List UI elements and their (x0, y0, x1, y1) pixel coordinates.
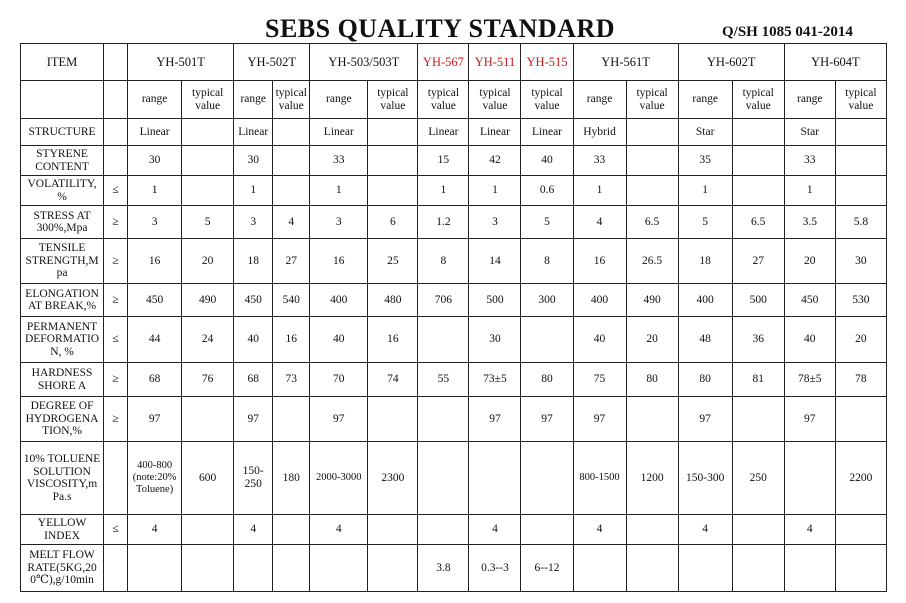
value-cell (368, 176, 418, 206)
value-cell (418, 317, 469, 363)
value-cell: 1 (784, 176, 835, 206)
item-label: VOLATILITY, % (21, 176, 104, 206)
value-cell (732, 515, 784, 545)
standard-code: Q/SH 1085 041-2014 (722, 24, 853, 40)
value-cell: 36 (732, 317, 784, 363)
value-cell: 55 (418, 363, 469, 397)
value-cell: 300 (521, 284, 573, 317)
value-cell (182, 176, 234, 206)
value-cell: 20 (784, 239, 835, 284)
value-cell: Linear (521, 119, 573, 146)
value-cell: 4 (573, 206, 626, 239)
value-cell: 44 (128, 317, 182, 363)
value-cell: 16 (310, 239, 368, 284)
value-cell: 6--12 (521, 545, 573, 592)
table-row (21, 119, 887, 146)
value-cell (469, 442, 521, 515)
value-cell: 25 (368, 239, 418, 284)
value-cell (368, 397, 418, 442)
value-cell: 73±5 (469, 363, 521, 397)
table-row (21, 515, 887, 545)
value-cell (418, 397, 469, 442)
value-cell: 2000-3000 (310, 442, 368, 515)
value-cell: Linear (234, 119, 273, 146)
value-cell: Linear (128, 119, 182, 146)
value-cell: 500 (732, 284, 784, 317)
value-cell: 42 (469, 146, 521, 176)
value-cell: 20 (626, 317, 678, 363)
typical-subheader: typical value (732, 81, 784, 119)
value-cell: 5.8 (835, 206, 886, 239)
item-label: STYRENE CONTENT (21, 146, 104, 176)
value-cell (626, 515, 678, 545)
item-header: ITEM (21, 44, 104, 81)
table-row (21, 206, 887, 239)
value-cell: 450 (784, 284, 835, 317)
table-row (21, 176, 887, 206)
value-cell: 18 (234, 239, 273, 284)
table-row (21, 545, 887, 592)
value-cell: 2300 (368, 442, 418, 515)
page-title: SEBS QUALITY STANDARD (264, 14, 616, 43)
typical-subheader: typical value (521, 81, 573, 119)
value-cell: 40 (573, 317, 626, 363)
value-cell (182, 146, 234, 176)
item-label: TENSILE STRENGTH,M pa (21, 239, 104, 284)
value-cell: Star (678, 119, 732, 146)
typical-subheader: typical value (368, 81, 418, 119)
value-cell: 97 (521, 397, 573, 442)
value-cell: 97 (784, 397, 835, 442)
value-cell (273, 176, 310, 206)
typical-subheader: typical value (469, 81, 521, 119)
value-cell (182, 545, 234, 592)
value-cell: 27 (273, 239, 310, 284)
value-cell: 250 (732, 442, 784, 515)
value-cell: 78±5 (784, 363, 835, 397)
value-cell (368, 545, 418, 592)
value-cell: 68 (234, 363, 273, 397)
value-cell: 8 (418, 239, 469, 284)
table-row (21, 146, 887, 176)
value-cell: 78 (835, 363, 886, 397)
value-cell (835, 119, 886, 146)
value-cell: 18 (678, 239, 732, 284)
value-cell: 73 (273, 363, 310, 397)
value-cell (626, 176, 678, 206)
range-subheader: range (310, 81, 368, 119)
comparison-sign: ≥ (104, 206, 128, 239)
product-header: YH-604T (784, 44, 886, 81)
quality-table (20, 43, 887, 592)
value-cell: 16 (368, 317, 418, 363)
value-cell: 30 (234, 146, 273, 176)
value-cell: 24 (182, 317, 234, 363)
value-cell: 75 (573, 363, 626, 397)
value-cell (678, 545, 732, 592)
value-cell: 33 (310, 146, 368, 176)
value-cell: 68 (128, 363, 182, 397)
value-cell (626, 397, 678, 442)
item-label: YELLOW INDEX (21, 515, 104, 545)
value-cell (273, 397, 310, 442)
range-subheader: range (678, 81, 732, 119)
value-cell: Star (784, 119, 835, 146)
value-cell (732, 119, 784, 146)
value-cell: 30 (469, 317, 521, 363)
typical-subheader: typical value (182, 81, 234, 119)
value-cell: 6.5 (626, 206, 678, 239)
value-cell: 16 (128, 239, 182, 284)
value-cell: 76 (182, 363, 234, 397)
comparison-sign: ≤ (104, 176, 128, 206)
value-cell: 1 (234, 176, 273, 206)
product-header: YH-602T (678, 44, 784, 81)
value-cell: 530 (835, 284, 886, 317)
typical-subheader: typical value (418, 81, 469, 119)
value-cell: 2200 (835, 442, 886, 515)
value-cell: 4 (273, 206, 310, 239)
value-cell (732, 545, 784, 592)
value-cell: 1200 (626, 442, 678, 515)
value-cell: 180 (273, 442, 310, 515)
blank-cell (21, 81, 104, 119)
product-header: YH-503/503T (310, 44, 418, 81)
value-cell (732, 397, 784, 442)
value-cell: 150-250 (234, 442, 273, 515)
value-cell: 150-300 (678, 442, 732, 515)
value-cell: 40 (784, 317, 835, 363)
value-cell: 30 (835, 239, 886, 284)
value-cell (234, 545, 273, 592)
value-cell: 1 (469, 176, 521, 206)
value-cell (835, 397, 886, 442)
sign-header (104, 44, 128, 81)
value-cell (784, 545, 835, 592)
value-cell: 450 (234, 284, 273, 317)
value-cell: 81 (732, 363, 784, 397)
value-cell: 490 (182, 284, 234, 317)
value-cell: 97 (678, 397, 732, 442)
comparison-sign: ≥ (104, 284, 128, 317)
value-cell (182, 397, 234, 442)
product-header: YH-561T (573, 44, 678, 81)
header-row-products (21, 44, 887, 81)
value-cell (626, 119, 678, 146)
table-row (21, 397, 887, 442)
value-cell (368, 119, 418, 146)
value-cell: 0.3--3 (469, 545, 521, 592)
value-cell: 6.5 (732, 206, 784, 239)
value-cell: 30 (128, 146, 182, 176)
value-cell (182, 119, 234, 146)
value-cell: 706 (418, 284, 469, 317)
typical-subheader: typical value (835, 81, 886, 119)
value-cell (418, 442, 469, 515)
value-cell: 3 (128, 206, 182, 239)
comparison-sign: ≤ (104, 515, 128, 545)
value-cell: 800-1500 (573, 442, 626, 515)
value-cell (368, 515, 418, 545)
product-header: YH-502T (234, 44, 310, 81)
item-label: ELONGATION AT BREAK,% (21, 284, 104, 317)
value-cell: Linear (310, 119, 368, 146)
value-cell: 4 (784, 515, 835, 545)
value-cell (521, 317, 573, 363)
item-label: STRESS AT 300%,Mpa (21, 206, 104, 239)
value-cell: 1 (573, 176, 626, 206)
value-cell (521, 442, 573, 515)
value-cell: 4 (234, 515, 273, 545)
range-subheader: range (573, 81, 626, 119)
value-cell (273, 119, 310, 146)
value-cell (784, 442, 835, 515)
value-cell: 4 (573, 515, 626, 545)
value-cell (418, 515, 469, 545)
value-cell: 450 (128, 284, 182, 317)
value-cell (521, 515, 573, 545)
value-cell: 70 (310, 363, 368, 397)
item-label: PERMANENT DEFORMATIO N, % (21, 317, 104, 363)
value-cell: 1 (678, 176, 732, 206)
header-row-subheaders (21, 81, 887, 119)
value-cell: 4 (678, 515, 732, 545)
value-cell (732, 176, 784, 206)
value-cell: 16 (273, 317, 310, 363)
value-cell: 3 (310, 206, 368, 239)
comparison-sign: ≤ (104, 317, 128, 363)
value-cell: 4 (128, 515, 182, 545)
value-cell (835, 146, 886, 176)
value-cell: 74 (368, 363, 418, 397)
value-cell (182, 515, 234, 545)
value-cell: 5 (678, 206, 732, 239)
value-cell: Hybrid (573, 119, 626, 146)
value-cell (273, 515, 310, 545)
item-label: HARDNESS SHORE A (21, 363, 104, 397)
table-row (21, 284, 887, 317)
value-cell (835, 515, 886, 545)
comparison-sign: ≥ (104, 239, 128, 284)
value-cell: 4 (469, 515, 521, 545)
value-cell: 3.8 (418, 545, 469, 592)
typical-subheader: typical value (273, 81, 310, 119)
value-cell: 80 (626, 363, 678, 397)
item-label: DEGREE OF HYDROGENA TION,% (21, 397, 104, 442)
range-subheader: range (234, 81, 273, 119)
table-row (21, 363, 887, 397)
value-cell: 0.6 (521, 176, 573, 206)
value-cell: 540 (273, 284, 310, 317)
value-cell: 400 (310, 284, 368, 317)
value-cell (835, 545, 886, 592)
range-subheader: range (784, 81, 835, 119)
comparison-sign: ≥ (104, 363, 128, 397)
value-cell: 48 (678, 317, 732, 363)
value-cell: 15 (418, 146, 469, 176)
value-cell: 40 (521, 146, 573, 176)
value-cell (626, 545, 678, 592)
value-cell: 1 (128, 176, 182, 206)
value-cell: 33 (573, 146, 626, 176)
comparison-sign (104, 545, 128, 592)
value-cell: 3 (469, 206, 521, 239)
product-header: YH-511 (469, 44, 521, 81)
value-cell (273, 146, 310, 176)
value-cell: 97 (310, 397, 368, 442)
value-cell: 480 (368, 284, 418, 317)
value-cell: 20 (182, 239, 234, 284)
value-cell: 97 (128, 397, 182, 442)
value-cell: 8 (521, 239, 573, 284)
comparison-sign: ≥ (104, 397, 128, 442)
value-cell: 97 (469, 397, 521, 442)
value-cell: 1 (310, 176, 368, 206)
value-cell: 1.2 (418, 206, 469, 239)
product-header: YH-567 (418, 44, 469, 81)
value-cell: 33 (784, 146, 835, 176)
value-cell: 80 (521, 363, 573, 397)
comparison-sign (104, 146, 128, 176)
table-row (21, 239, 887, 284)
comparison-sign (104, 119, 128, 146)
value-cell: 97 (573, 397, 626, 442)
value-cell: 600 (182, 442, 234, 515)
value-cell: 97 (234, 397, 273, 442)
value-cell: 16 (573, 239, 626, 284)
value-cell: 6 (368, 206, 418, 239)
value-cell: 4 (310, 515, 368, 545)
value-cell: 20 (835, 317, 886, 363)
comparison-sign (104, 442, 128, 515)
value-cell: 1 (418, 176, 469, 206)
value-cell (626, 146, 678, 176)
item-label: 10% TOLUENE SOLUTION VISCOSITY,m Pa.s (21, 442, 104, 515)
value-cell: Linear (418, 119, 469, 146)
range-subheader: range (128, 81, 182, 119)
value-cell (310, 545, 368, 592)
table-row (21, 317, 887, 363)
value-cell: 490 (626, 284, 678, 317)
value-cell: 5 (182, 206, 234, 239)
item-label: STRUCTURE (21, 119, 104, 146)
value-cell (835, 176, 886, 206)
value-cell (273, 545, 310, 592)
value-cell: 500 (469, 284, 521, 317)
value-cell: 3.5 (784, 206, 835, 239)
value-cell (128, 545, 182, 592)
value-cell: 400 (678, 284, 732, 317)
value-cell: 26.5 (626, 239, 678, 284)
value-cell (732, 146, 784, 176)
value-cell: 35 (678, 146, 732, 176)
value-cell (368, 146, 418, 176)
item-label: MELT FLOW RATE(5KG,20 0℃),g/10min (21, 545, 104, 592)
table-row (21, 442, 887, 515)
value-cell: 27 (732, 239, 784, 284)
value-cell: 400 (573, 284, 626, 317)
product-header: YH-515 (521, 44, 573, 81)
value-cell: 3 (234, 206, 273, 239)
value-cell: 80 (678, 363, 732, 397)
value-cell: 40 (234, 317, 273, 363)
product-header: YH-501T (128, 44, 234, 81)
value-cell: 40 (310, 317, 368, 363)
value-cell: 14 (469, 239, 521, 284)
value-cell (573, 545, 626, 592)
value-cell: 5 (521, 206, 573, 239)
value-cell: 400-800 (note:20% Toluene) (128, 442, 182, 515)
typical-subheader: typical value (626, 81, 678, 119)
value-cell: Linear (469, 119, 521, 146)
blank-cell (104, 81, 128, 119)
